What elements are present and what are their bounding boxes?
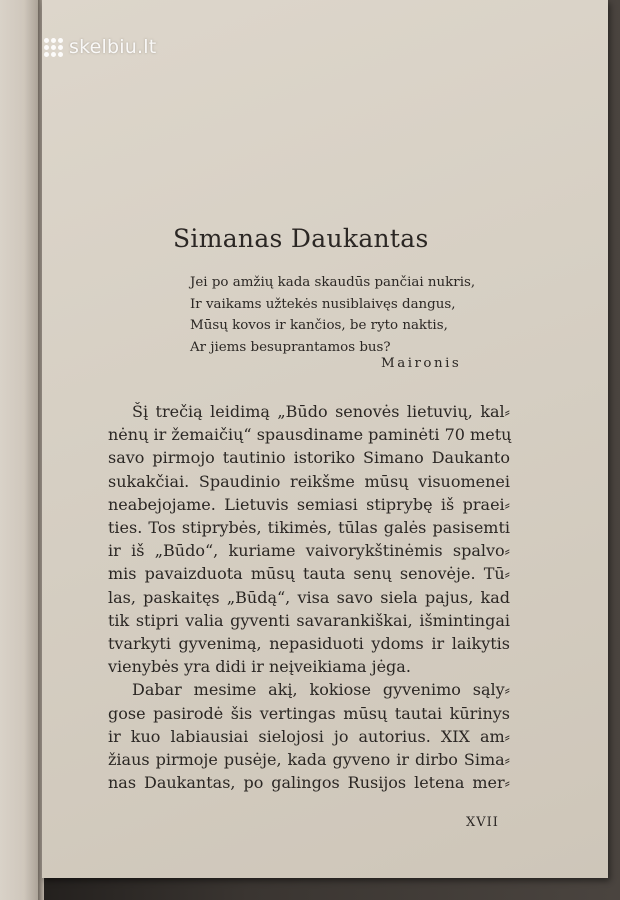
- text-line: gose pasirodė šis vertingas mūsų tautai kūrinys: [108, 703, 510, 723]
- text-line: neabejojame. Lietuvis semiasi stiprybę iš praei⸗: [108, 494, 510, 514]
- page-number: XVII: [466, 815, 499, 830]
- text-line: nas Daukantas, po galingos Rusijos letena mer⸗: [108, 773, 510, 793]
- watermark: [44, 36, 156, 58]
- text-line: ties. Tos stiprybės, tikimės, tūlas galės pasisemti: [108, 518, 510, 538]
- epigraph-line: Mūsų kovos ir kančios, be ryto naktis,: [190, 318, 448, 334]
- text-line: ir kuo labiausiai sielojosi jo autorius. XIX am⸗: [108, 726, 510, 746]
- text-line: las, paskaitęs „Būdą“, visa savo siela pajus, kad: [108, 587, 510, 607]
- watermark-text: skelbiu.lt: [69, 36, 157, 58]
- text-line: mis pavaizduota mūsų tauta senų senovėje. Tū⸗: [108, 564, 510, 584]
- text-line: Dabar mesime akį, kokiose gyvenimo sąly⸗: [132, 680, 510, 700]
- text-line: sukakčiai. Spaudinio reikšme mūsų visuomenei: [108, 471, 510, 491]
- epigraph-author: Maironis: [381, 356, 462, 371]
- paragraph: [108, 678, 510, 794]
- paragraph: [108, 400, 510, 678]
- epigraph-line: Ar jiems besuprantamos bus?: [190, 339, 391, 355]
- body-text: [108, 400, 510, 794]
- text-line: vienybės yra didi ir neįveikiama jėga.: [108, 657, 411, 677]
- text-line: savo pirmojo tautinio istoriko Simano Daukanto: [108, 448, 510, 468]
- text-line: ir iš „Būdo“, kuriame vaivorykštinėmis spalvo⸗: [108, 541, 510, 561]
- text-line: tik stipri valia gyventi savarankiškai, išmintingai: [108, 610, 510, 630]
- facing-page-edge: [0, 0, 40, 900]
- epigraph: [190, 272, 475, 358]
- text-line: nėnų ir žemaičių“ spausdiname paminėti 70 metų: [108, 425, 512, 445]
- text-line: Šį trečią leidimą „Būdo senovės lietuvių, kal⸗: [132, 402, 510, 421]
- chapter-title: Simanas Daukantas: [173, 224, 429, 253]
- text-line: tvarkyti gyvenimą, nepasiduoti ydoms ir laikytis: [108, 634, 510, 654]
- epigraph-line: Ir vaikams užtekės nusiblaivęs dangus,: [190, 296, 456, 312]
- epigraph-line: Jei po amžių kada skaudūs pančiai nukris,: [190, 275, 476, 290]
- watermark-logo-icon: [44, 38, 63, 57]
- text-line: žiaus pirmoje pusėje, kada gyveno ir dirbo Sima⸗: [108, 750, 510, 770]
